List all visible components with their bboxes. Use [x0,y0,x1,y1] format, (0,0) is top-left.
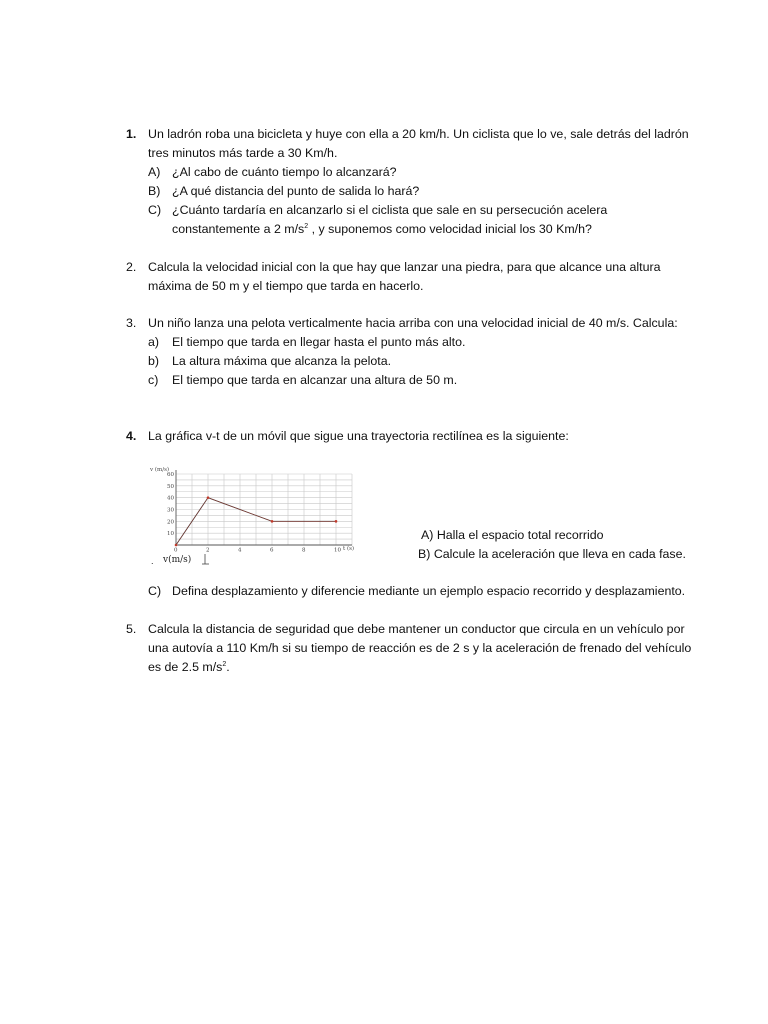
sub-question-c [148,582,692,601]
superscript: 2 [222,660,227,668]
question-text: Un ladrón roba una bicicleta y huye con ella a 20 km/h. Un ciclista que lo ve, sale detrás del ladrón tres minutos más tarde a 30 Km/h. [148,127,689,160]
sub-question-a [148,163,692,182]
question-4-part-c [126,582,692,601]
sub-text: La altura máxima que alcanza la pelota. [172,354,392,368]
question-1 [126,125,692,239]
y-tick-label: 50 [167,483,174,490]
x-axis-label: t (s) [343,546,355,552]
x-tick-label: 0 [174,547,178,554]
sub-label: A) [148,165,161,179]
y-tick-label: 20 [167,519,174,526]
question-number: 5. [126,622,137,636]
sub-text: El tiempo que tarda en llegar hasta el punto más alto. [172,335,466,349]
sub-label: B) [148,184,161,198]
x-tick-label: 4 [238,547,242,554]
sub-label: C) [148,584,162,598]
sub-question-b [148,352,692,371]
x-tick-label: 2 [206,547,210,554]
question-number: 3. [126,316,137,330]
y-tick-label: 60 [167,472,174,478]
question-text: Un niño lanza una pelota verticalmente hacia arriba con una velocidad inicial de 40 m/s. Calcula: [148,316,678,330]
x-tick-label: 10 [334,547,341,554]
sub-text: Defina desplazamiento y diferencie mediante un ejemplo espacio recorrido y desplazamiento. [172,584,686,598]
y-tick-label: 10 [167,531,174,538]
data-point [271,520,274,523]
superscript: 2 [304,222,309,230]
sub-question-c [148,371,692,390]
x-tick-label: 8 [302,547,306,554]
question-2 [126,258,692,296]
velocity-time-chart [145,462,361,568]
y-tick-label: 30 [167,507,174,514]
sub-text: El tiempo que tarda en alcanzar una altura de 50 m. [172,373,458,387]
question-text: La gráfica v-t de un móvil que sigue una trayectoria rectilínea es la siguiente: [148,429,569,443]
sub-label: c) [148,373,159,387]
question-3 [126,314,692,390]
chart-bottom-label: v(m/s) [163,555,192,565]
sub-text: ¿A qué distancia del punto de salida lo hará? [172,184,420,198]
sub-label: b) [148,354,160,368]
question-number: 4. [126,429,137,443]
question-text: Calcula la velocidad inicial con la que hay que lanzar una piedra, para que alcance una altura máxima de 50 m y el tiempo que tarda en hacerlo. [148,260,661,293]
question-text-pre: Calcula la distancia de seguridad que debe mantener un conductor que circula en un vehículo por una autovía a 110 Km/h si su tiempo de reacción es de 2 s y la aceleración de frenado del vehículo es de 2.5 m/s [148,622,692,674]
question-4-part-b: B) Calcule la aceleración que lleva en cada fase. [418,547,686,561]
sub-text: ¿Al cabo de cuánto tiempo lo alcanzará? [172,165,397,179]
question-number: 2. [126,260,137,274]
sub-label: a) [148,335,160,349]
sub-text-post: , y suponemos como velocidad inicial los 30 Km/h? [308,222,592,236]
question-text [148,620,692,677]
question-5 [126,620,692,677]
question-text-post: . [226,660,230,674]
sub-question-b [148,182,692,201]
data-point [335,520,338,523]
sub-question-c [148,201,692,239]
data-point [207,496,210,499]
question-number: 1. [126,127,137,141]
question-4 [126,427,692,446]
sub-question-a [148,333,692,352]
sub-text-pre: ¿Cuánto tardaría en alcanzarlo si el ciclista que sale en su persecución acelera constantemente a 2 m/s [172,203,608,236]
bullet-dot: . [151,556,154,566]
y-axis-label: v (m/s) [150,467,170,473]
question-4-part-a: A) Halla el espacio total recorrido [421,528,604,542]
sub-label: C) [148,203,162,217]
x-tick-label: 6 [270,547,274,554]
data-point [175,544,178,547]
y-tick-label: 40 [167,495,174,502]
